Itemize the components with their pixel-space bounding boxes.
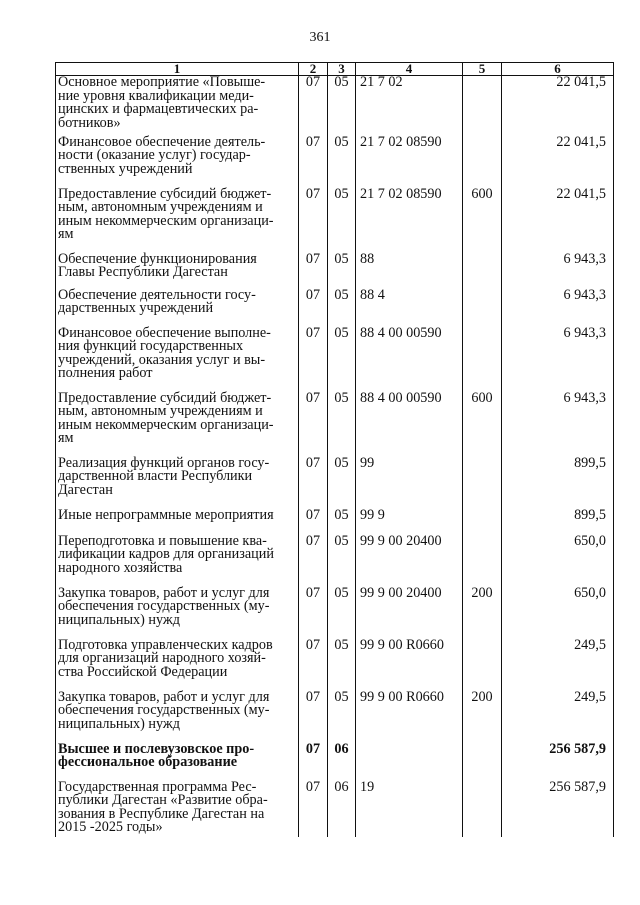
- row-amount: 6 943,3: [502, 392, 614, 457]
- row-name: Высшее и послевузовское про- фессиональное образование: [56, 743, 299, 781]
- row-expense-type: 200: [463, 691, 502, 743]
- row-section: 07: [299, 76, 328, 136]
- row-expense-type: [463, 781, 502, 837]
- table-row: [56, 327, 614, 392]
- row-section: 07: [299, 743, 328, 781]
- table-row: [56, 188, 614, 253]
- row-subsection: 05: [328, 76, 356, 136]
- row-target-article: 88 4 00 00590: [356, 327, 463, 392]
- table-row: [56, 136, 614, 188]
- row-section: 07: [299, 289, 328, 327]
- row-amount: 899,5: [502, 509, 614, 535]
- row-section: 07: [299, 781, 328, 837]
- row-expense-type: [463, 253, 502, 289]
- row-amount: 6 943,3: [502, 289, 614, 327]
- row-name: Реализация функций органов госу- дарственной власти Республики Дагестан: [56, 457, 299, 509]
- row-name: Предоставление субсидий бюджет- ным, автономным учреждениям и иным некоммерческим организаци- ям: [56, 188, 299, 253]
- row-target-article: 88 4 00 00590: [356, 392, 463, 457]
- column-header-amount: 6: [502, 63, 614, 76]
- row-amount: 6 943,3: [502, 327, 614, 392]
- row-target-article: 99 9 00 20400: [356, 587, 463, 639]
- row-subsection: 05: [328, 289, 356, 327]
- row-subsection: 05: [328, 587, 356, 639]
- row-amount: 650,0: [502, 587, 614, 639]
- table-body: [56, 76, 614, 837]
- row-amount: 256 587,9: [502, 781, 614, 837]
- table-row: [56, 781, 614, 837]
- row-subsection: 05: [328, 639, 356, 691]
- row-name: Закупка товаров, работ и услуг для обеспечения государственных (му- ниципальных) нужд: [56, 587, 299, 639]
- page-number: 361: [309, 30, 331, 45]
- row-subsection: 06: [328, 743, 356, 781]
- table-row: [56, 639, 614, 691]
- row-amount: 22 041,5: [502, 136, 614, 188]
- column-header-target-article: 4: [356, 63, 463, 76]
- row-target-article: 21 7 02 08590: [356, 188, 463, 253]
- row-section: 07: [299, 188, 328, 253]
- table-row: [56, 289, 614, 327]
- row-amount: 22 041,5: [502, 188, 614, 253]
- row-target-article: [356, 743, 463, 781]
- row-section: 07: [299, 639, 328, 691]
- row-subsection: 05: [328, 392, 356, 457]
- row-name: Основное мероприятие «Повыше- ние уровня квалификации меди- цинских и фармацевтических ра- ботников»: [56, 76, 299, 136]
- table-row: [56, 509, 614, 535]
- row-subsection: 05: [328, 136, 356, 188]
- row-subsection: 05: [328, 691, 356, 743]
- row-name: Финансовое обеспечение деятель- ности (оказание услуг) государ- ственных учреждений: [56, 136, 299, 188]
- table-row: [56, 691, 614, 743]
- row-expense-type: [463, 535, 502, 587]
- row-section: 07: [299, 457, 328, 509]
- row-name: Финансовое обеспечение выполне- ния функций государственных учреждений, оказания услуг и вы- полнения работ: [56, 327, 299, 392]
- row-target-article: 88: [356, 253, 463, 289]
- column-header-expense-type: 5: [463, 63, 502, 76]
- row-expense-type: [463, 457, 502, 509]
- row-expense-type: 600: [463, 392, 502, 457]
- row-section: 07: [299, 136, 328, 188]
- row-name: Подготовка управленческих кадров для организаций народного хозяй- ства Российской Федерации: [56, 639, 299, 691]
- row-expense-type: [463, 76, 502, 136]
- row-amount: 249,5: [502, 691, 614, 743]
- row-target-article: 99 9: [356, 509, 463, 535]
- table-row: [56, 587, 614, 639]
- row-target-article: 21 7 02 08590: [356, 136, 463, 188]
- row-name: Переподготовка и повышение ква- лификации кадров для организаций народного хозяйства: [56, 535, 299, 587]
- row-name: Обеспечение функционирования Главы Республики Дагестан: [56, 253, 299, 289]
- row-section: 07: [299, 535, 328, 587]
- row-section: 07: [299, 392, 328, 457]
- row-expense-type: [463, 327, 502, 392]
- row-name: Государственная программа Рес- публики Дагестан «Развитие обра- зования в Республике Дагестан на 2015 -2025 годы»: [56, 781, 299, 837]
- row-subsection: 05: [328, 253, 356, 289]
- row-amount: 22 041,5: [502, 76, 614, 136]
- row-amount: 650,0: [502, 535, 614, 587]
- row-subsection: 05: [328, 535, 356, 587]
- row-section: 07: [299, 509, 328, 535]
- row-expense-type: [463, 289, 502, 327]
- row-target-article: 88 4: [356, 289, 463, 327]
- row-name: Обеспечение деятельности госу- дарственных учреждений: [56, 289, 299, 327]
- row-name: Предоставление субсидий бюджет- ным, автономным учреждениям и иным некоммерческим организаци- ям: [56, 392, 299, 457]
- row-amount: 256 587,9: [502, 743, 614, 781]
- row-section: 07: [299, 253, 328, 289]
- row-expense-type: [463, 509, 502, 535]
- row-section: 07: [299, 691, 328, 743]
- row-amount: 899,5: [502, 457, 614, 509]
- table-row: [56, 253, 614, 289]
- row-expense-type: 200: [463, 587, 502, 639]
- row-target-article: 99: [356, 457, 463, 509]
- row-subsection: 05: [328, 457, 356, 509]
- column-header-section: 2: [299, 63, 328, 76]
- row-expense-type: [463, 639, 502, 691]
- column-header-subsection: 3: [328, 63, 356, 76]
- row-amount: 6 943,3: [502, 253, 614, 289]
- row-section: 07: [299, 587, 328, 639]
- row-subsection: 05: [328, 188, 356, 253]
- row-expense-type: 600: [463, 188, 502, 253]
- table-row: [56, 743, 614, 781]
- table-row: [56, 76, 614, 136]
- row-subsection: 05: [328, 509, 356, 535]
- table-row: [56, 392, 614, 457]
- row-name: Закупка товаров, работ и услуг для обеспечения государственных (му- ниципальных) нужд: [56, 691, 299, 743]
- row-expense-type: [463, 136, 502, 188]
- row-subsection: 06: [328, 781, 356, 837]
- row-amount: 249,5: [502, 639, 614, 691]
- row-target-article: 99 9 00 20400: [356, 535, 463, 587]
- row-target-article: 19: [356, 781, 463, 837]
- row-name: Иные непрограммные мероприятия: [56, 509, 299, 535]
- table-row: [56, 457, 614, 509]
- table-row: [56, 535, 614, 587]
- row-expense-type: [463, 743, 502, 781]
- row-target-article: 21 7 02: [356, 76, 463, 136]
- column-header-name: 1: [56, 63, 299, 76]
- row-subsection: 05: [328, 327, 356, 392]
- row-target-article: 99 9 00 R0660: [356, 691, 463, 743]
- row-target-article: 99 9 00 R0660: [356, 639, 463, 691]
- row-section: 07: [299, 327, 328, 392]
- budget-table: [55, 62, 614, 837]
